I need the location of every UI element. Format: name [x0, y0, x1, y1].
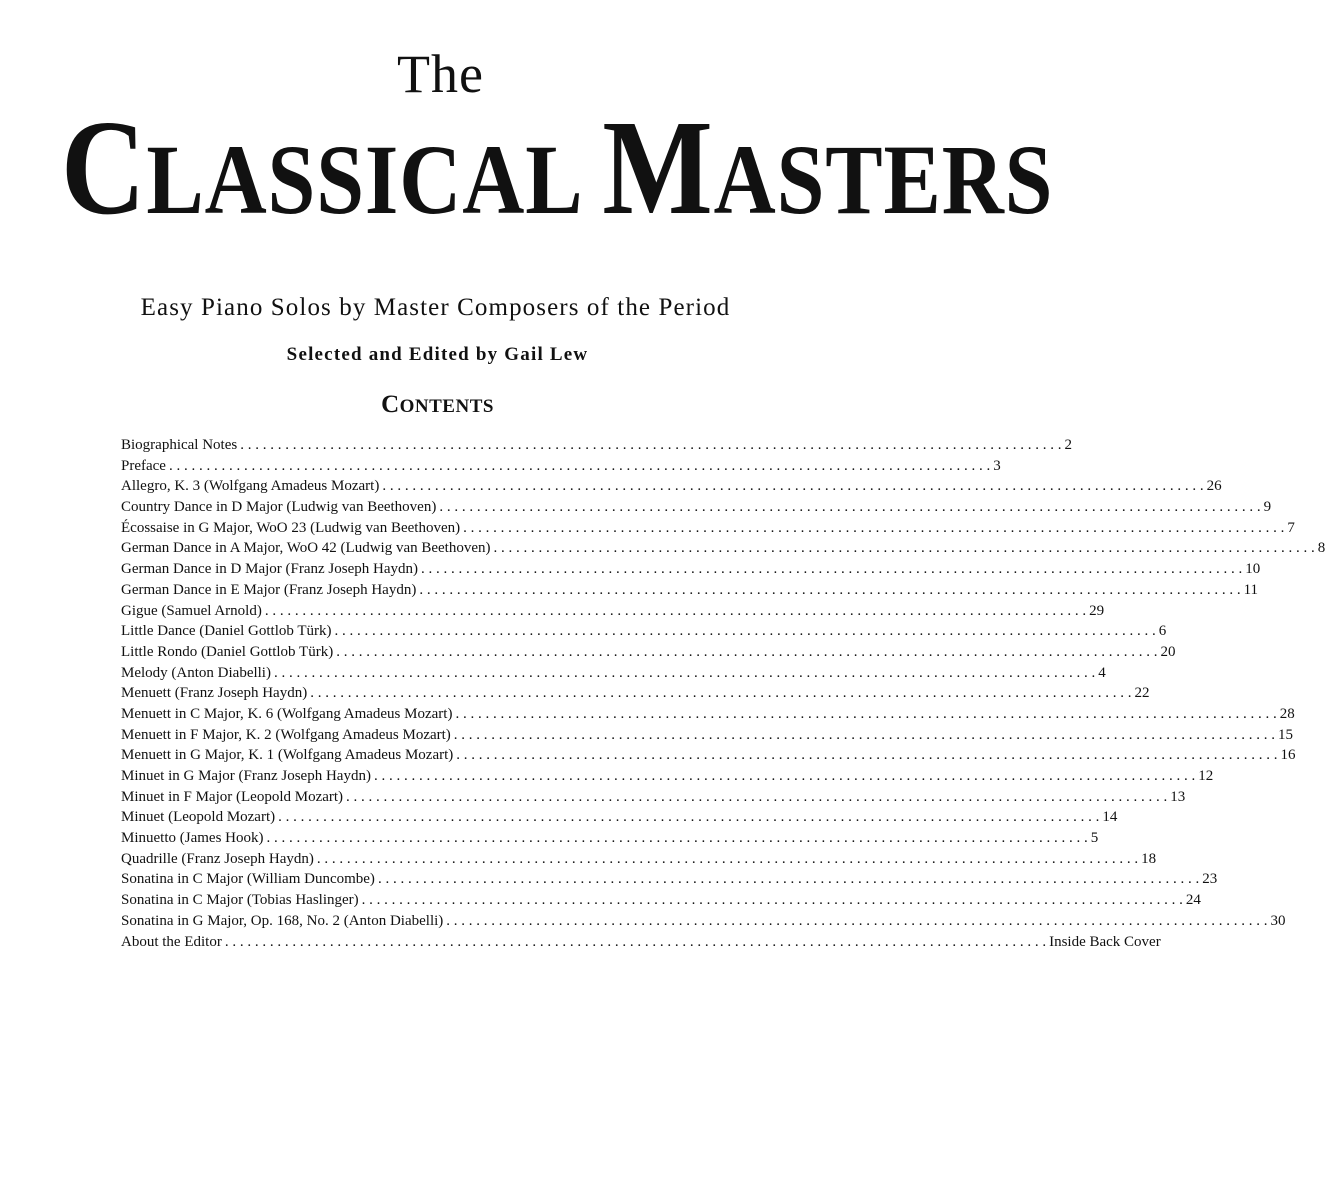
toc-entry	[121, 518, 1295, 539]
toc-entry-title: Biographical Notes	[121, 437, 238, 453]
toc-entry-page: 20	[1160, 643, 1176, 660]
toc-entry-page: 2	[1064, 437, 1072, 453]
toc-entry-title: Little Rondo (Daniel Gottlob Türk)	[121, 643, 334, 660]
toc-entry-title: Preface	[121, 457, 166, 474]
toc-entry-page: 3	[993, 457, 1001, 474]
toc-entry-title: Menuett in F Major, K. 2 (Wolfgang Amadeus Mozart)	[121, 726, 451, 743]
contents-heading	[0, 388, 871, 424]
dot-leader	[456, 745, 1277, 766]
dot-leader	[274, 663, 1095, 684]
toc-entry-page: 13	[1170, 788, 1186, 805]
dot-leader	[446, 911, 1267, 932]
toc-entry	[121, 911, 1286, 932]
dot-leader	[455, 704, 1276, 725]
toc-entry	[121, 497, 1272, 518]
toc-entry	[121, 621, 1167, 642]
table-of-contents	[121, 435, 1325, 952]
toc-entry-page: 23	[1202, 871, 1218, 888]
dot-leader	[378, 869, 1199, 890]
dot-leader	[494, 538, 1315, 559]
contents-rest: ONTENTS	[399, 396, 494, 417]
contents-initial: C	[381, 391, 400, 418]
subtitle: Easy Piano Solos by Master Composers of the Period	[140, 294, 731, 321]
toc-entry-title: Écossaise in G Major, WoO 23 (Ludwig van Beethoven)	[121, 519, 461, 536]
toc-entry	[121, 725, 1294, 746]
toc-entry-page: 12	[1198, 768, 1214, 784]
toc-entry-title: Menuett (Franz Joseph Haydn)	[121, 685, 308, 702]
toc-entry-page: 18	[1141, 850, 1157, 867]
dot-leader	[439, 497, 1260, 518]
toc-entry	[121, 663, 1106, 684]
toc-entry-page: Inside Back Cover	[1049, 933, 1161, 950]
toc-entry-title: Sonatina in C Major (Tobias Haslinger)	[121, 892, 359, 909]
toc-entry-page: 8	[1317, 540, 1325, 557]
toc-entry-page: 11	[1243, 581, 1259, 598]
toc-entry	[121, 787, 1186, 808]
toc-entry-title: Allegro, K. 3 (Wolfgang Amadeus Mozart)	[121, 478, 380, 495]
dot-leader	[169, 456, 990, 477]
toc-entry-title: Quadrille (Franz Joseph Haydn)	[121, 850, 314, 867]
title-word1-initial: C	[61, 93, 147, 243]
toc-entry	[121, 476, 1222, 497]
dot-leader	[240, 435, 1061, 456]
dot-leader	[335, 621, 1156, 642]
toc-entry-title: Minuet in G Major (Franz Joseph Haydn)	[121, 768, 371, 784]
toc-entry	[121, 435, 1072, 456]
toc-entry-page: 9	[1263, 499, 1272, 516]
toc-entry	[121, 704, 1295, 725]
toc-entry-title: Gigue (Samuel Arnold)	[121, 602, 262, 619]
toc-entry-page: 15	[1278, 726, 1294, 743]
toc-entry	[121, 601, 1105, 622]
toc-entry-page: 14	[1102, 809, 1118, 826]
toc-entry-page: 26	[1206, 478, 1222, 495]
toc-entry	[121, 745, 1296, 766]
dot-leader	[346, 787, 1167, 808]
toc-entry	[121, 828, 1099, 849]
toc-entry	[121, 869, 1218, 890]
toc-entry	[121, 559, 1261, 580]
toc-entry-title: German Dance in E Major (Franz Joseph Haydn)	[121, 581, 417, 598]
toc-entry	[121, 580, 1259, 601]
toc-entry	[121, 683, 1150, 704]
dot-leader	[421, 559, 1242, 580]
book-title	[61, 93, 1054, 279]
toc-entry-title: Melody (Anton Diabelli)	[121, 664, 271, 681]
toc-entry	[121, 766, 1214, 787]
dot-leader	[225, 932, 1046, 953]
toc-entry-title: Minuet (Leopold Mozart)	[121, 809, 276, 826]
dot-leader	[454, 725, 1275, 746]
toc-entry-title: Minuet in F Major (Leopold Mozart)	[121, 788, 344, 805]
dot-leader	[463, 518, 1284, 539]
title-word2-initial: M	[602, 93, 714, 243]
dot-leader	[265, 601, 1086, 622]
toc-entry	[121, 807, 1118, 828]
toc-entry-page: 5	[1090, 830, 1099, 847]
toc-entry-page: 22	[1134, 685, 1150, 702]
title-word2-rest: ASTERS	[713, 124, 1054, 235]
dot-leader	[362, 890, 1183, 911]
toc-entry-title: About the Editor	[121, 933, 222, 950]
toc-entry-page: 30	[1270, 912, 1286, 929]
toc-entry-page: 16	[1280, 747, 1296, 764]
dot-leader	[266, 828, 1087, 849]
toc-entry-title: German Dance in A Major, WoO 42 (Ludwig van Beethoven)	[121, 540, 491, 557]
dot-leader	[374, 766, 1195, 787]
dot-leader	[419, 580, 1240, 601]
toc-entry-page: 6	[1158, 623, 1167, 640]
toc-entry-page: 10	[1245, 561, 1261, 578]
toc-entry-title: Little Dance (Daniel Gottlob Türk)	[121, 623, 332, 640]
toc-entry-title: Menuett in C Major, K. 6 (Wolfgang Amadeus Mozart)	[121, 705, 453, 722]
toc-entry	[121, 642, 1176, 663]
toc-entry	[121, 890, 1201, 911]
toc-entry-title: Country Dance in D Major (Ludwig van Beethoven)	[121, 499, 437, 516]
toc-entry-title: Sonatina in G Major, Op. 168, No. 2 (Anton Diabelli)	[121, 912, 444, 929]
toc-entry-title: Minuetto (James Hook)	[121, 830, 264, 847]
title-word1-rest: LASSICAL	[146, 124, 584, 235]
dot-leader	[382, 476, 1203, 497]
toc-entry-title: Sonatina in C Major (William Duncombe)	[121, 871, 375, 888]
title-the: The	[397, 44, 484, 104]
toc-entry	[121, 456, 1001, 477]
dot-leader	[317, 849, 1138, 870]
dot-leader	[278, 807, 1099, 828]
dot-leader	[310, 683, 1131, 704]
toc-entry	[121, 932, 1161, 953]
toc-entry	[121, 538, 1325, 559]
toc-entry-page: 24	[1185, 892, 1201, 909]
toc-entry-page: 29	[1089, 602, 1105, 619]
toc-entry-page: 4	[1098, 664, 1106, 681]
toc-entry	[121, 849, 1157, 870]
editor-credit: Selected and Edited by Gail Lew	[286, 344, 589, 365]
toc-entry-title: Menuett in G Major, K. 1 (Wolfgang Amadeus Mozart)	[121, 747, 454, 764]
dot-leader	[336, 642, 1157, 663]
toc-entry-title: German Dance in D Major (Franz Joseph Haydn)	[121, 561, 418, 578]
toc-entry-page: 28	[1279, 705, 1295, 722]
toc-entry-page: 7	[1287, 519, 1295, 536]
